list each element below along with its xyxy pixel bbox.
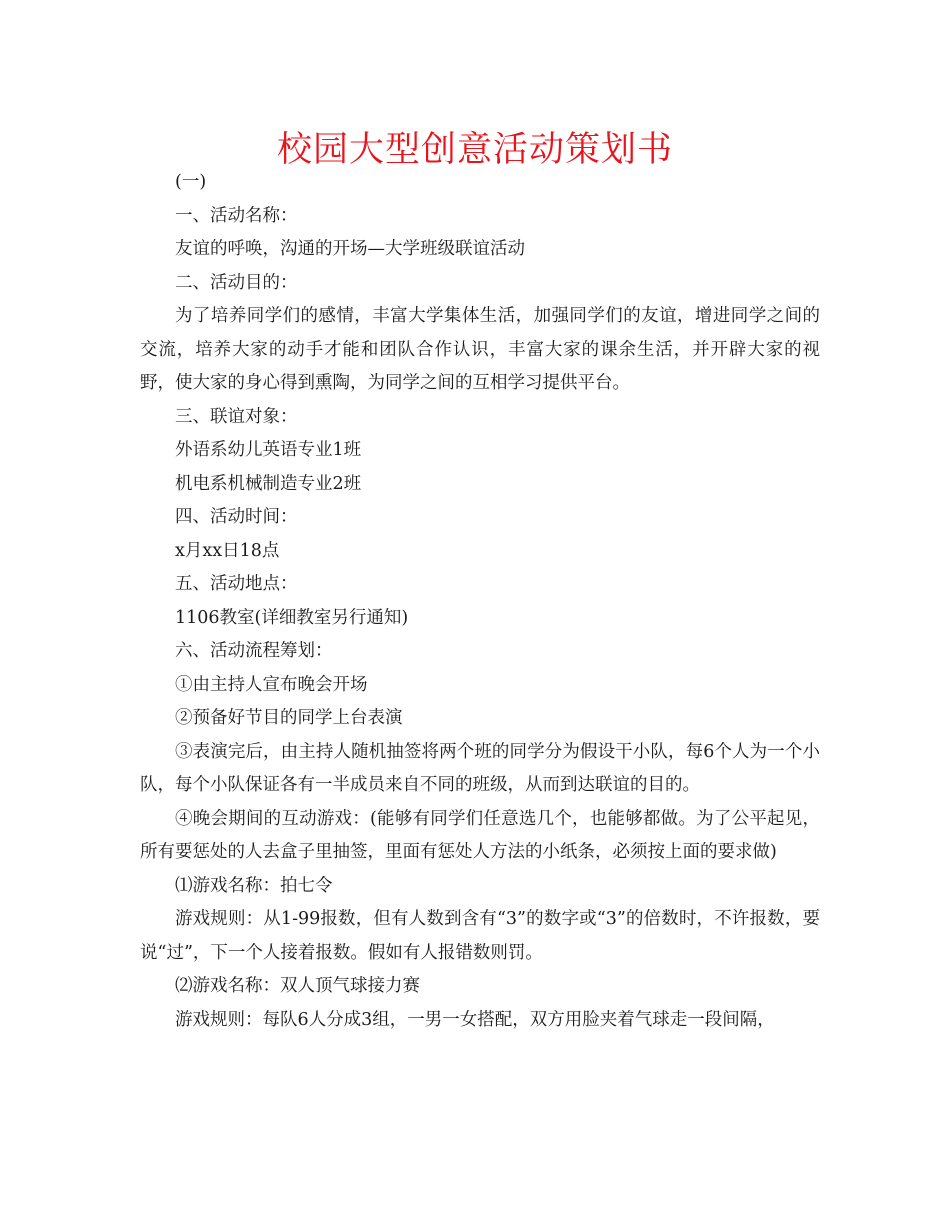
paragraph: 为了培养同学们的感情，丰富大学集体生活，加强同学们的友谊，增进同学之间的交流，培养大家的动手才能和团队合作认识，丰富大家的课余生活，并开辟大家的视野，使大家的身心得到熏陶，为同学之间的互相学习提供平台。: [140, 306, 820, 393]
list-item: ②预备好节目的同学上台表演: [175, 708, 403, 728]
list-item: ①由主持人宣布晚会开场: [175, 674, 368, 695]
paragraph: 友谊的呼唤，沟通的开场—大学班级联谊活动: [175, 239, 525, 259]
section-heading: 四、活动时间：: [175, 507, 298, 527]
paragraph: (一): [175, 172, 207, 192]
list-item: ③表演完后，由主持人随机抽签将两个班的同学分为假设干小队，每6个人为一个小队，每个小队保证各有一半成员来自不同的班级，从而到达联谊的目的。: [140, 741, 820, 795]
paragraph: 1106教室(详细教室另行通知): [175, 607, 409, 628]
section-heading: 三、联谊对象：: [175, 406, 298, 427]
document-body: [140, 166, 820, 1037]
paragraph: 外语系幼儿英语专业1班: [175, 440, 362, 460]
section-heading: 五、活动地点：: [175, 574, 298, 594]
paragraph: 机电系机械制造专业2班: [175, 473, 362, 494]
list-item: ④晚会期间的互动游戏：(能够有同学们任意选几个，也能够都做。为了公平起见，所有要惩处的人去盒子里抽签，里面有惩处人方法的小纸条，必须按上面的要求做): [140, 808, 820, 862]
section-heading: 六、活动流程筹划：: [175, 641, 333, 661]
document-title: 校园大型创意活动策划书: [276, 130, 673, 170]
paragraph: x月xx日18点: [175, 540, 280, 561]
section-heading: 二、活动目的：: [175, 272, 298, 293]
game-title: ⑵游戏名称：双人顶气球接力赛: [175, 976, 420, 996]
section-heading: 一、活动名称：: [175, 205, 298, 226]
game-rules: 游戏规则：每队6人分成3组，一男一女搭配，双方用脸夹着气球走一段间隔，: [175, 1009, 775, 1030]
game-title: ⑴游戏名称：拍七令: [175, 875, 333, 896]
game-rules: 游戏规则：从1-99报数，但有人数到含有“3”的数字或“3”的倍数时，不许报数，要说“过”，下一个人接着报数。假如有人报错数则罚。: [140, 909, 820, 963]
